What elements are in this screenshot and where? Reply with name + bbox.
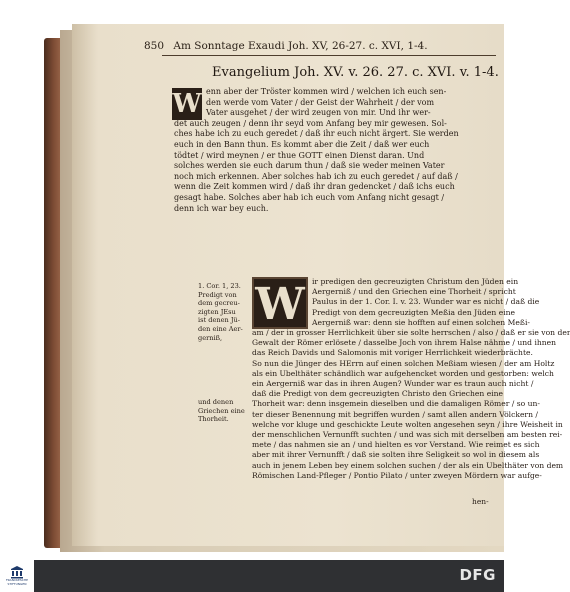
- text-line: Gewalt der Römer erlösete / dasselbe Joch von ihrem Halse nähme / und ihnen: [252, 338, 557, 348]
- text-line: mete / das nahmen sie an / und hielten es vor Verstand. Wie reimet es sich: [252, 440, 540, 450]
- text-line: ter dieser Benennung mit begriffen wurden / samt allen andern Völckern /: [252, 409, 538, 419]
- book-page: [72, 24, 570, 546]
- text-line: enn aber der Tröster kommen wird / welchen ich euch sen-: [206, 87, 447, 96]
- margin-line: 1. Cor. 1, 23.: [198, 282, 241, 290]
- text-line: Paulus in der 1. Cor. I. v. 23. Wunder war es nicht / daß die: [312, 297, 540, 307]
- text-line: Aergerniß war: denn sie hofften auf einen solchen Meßi-: [312, 317, 530, 327]
- text-line: ein Aergerniß war das in ihren Augen? Wunder war es traun auch nicht /: [252, 379, 534, 389]
- running-head-title: Am Sonntage Exaudi Joh. XV, 26-27. c. XVI, 1-4.: [173, 40, 428, 52]
- text-line: der menschlichen Vernunfft suchten / und was sich mit derselben am besten rei-: [252, 430, 563, 440]
- text-line: den werde vom Vater / der Geist der Wahrheit / der vom: [206, 97, 435, 107]
- margin-line: zigten JEsu: [198, 307, 236, 316]
- margin-note-greeks: [198, 398, 256, 424]
- text-line: aber mit ihrer Vernunfft / daß sie solten ihre Seligkeit so wol in diesem als: [252, 450, 540, 460]
- margin-line: Griechen eine: [198, 406, 245, 415]
- drop-cap-initial: W: [172, 89, 202, 119]
- text-line: ches habe ich zu euch geredet / daß ihr euch nicht ärgert. Sie werden: [174, 129, 459, 139]
- text-line: gesagt habe. Solches aber hab ich euch vom Anfang nicht gesagt /: [174, 192, 445, 202]
- margin-line: Predigt von: [198, 290, 237, 299]
- text-line: das Reich Davids und Salomonis mit voriger Herrlichkeit wiederbrächte.: [252, 348, 533, 358]
- catchword: hen-: [472, 497, 489, 506]
- running-head: [144, 40, 494, 52]
- text-line: Aergerniß / und den Griechen eine Thorheit / spricht: [312, 287, 516, 297]
- text-line: So nun die Jünger des HErrn auf einen solchen Meßiam wiesen / der am Holtz: [252, 358, 555, 368]
- text-line: tödtet / wird meynen / er thue GOTT einen Dienst daran. Und: [174, 150, 425, 160]
- text-line: wenn die Zeit kommen wird / daß ihr dran gedencket / daß ichs euch: [174, 182, 455, 192]
- ornamental-drop-cap: W: [252, 277, 308, 329]
- text-line: solches werden sie euch darum thun / daß sie weder meinen Vater: [174, 161, 445, 171]
- dfg-logo[interactable]: DFG: [459, 566, 496, 584]
- logo-line: FRANCKESCHE: [5, 578, 29, 583]
- header-rule: [162, 55, 496, 56]
- margin-note-scripture: [198, 282, 256, 342]
- text-line: Vater ausgehet / der wird zeugen von mir. Und ihr wer-: [206, 108, 431, 118]
- text-line: auch in jenem Leben bey einem solchen suchen / der als ein Ubelthäter von dem: [252, 460, 564, 470]
- margin-line: Thorheit.: [198, 415, 229, 424]
- institution-logo[interactable]: [0, 560, 34, 592]
- text-line: welche vor kluge und geschickte Leute wolten angesehen seyn / ihre Weisheit in: [252, 419, 563, 429]
- footer-bar: [0, 560, 504, 592]
- page-number: 850: [144, 40, 165, 52]
- text-line: Römischen Land-Pfleger / Pontio Pilato / unter zweyen Mördern war aufge-: [252, 470, 542, 480]
- text-line: Thorheit war: denn insgemein dieselben und die damaligen Römer / so un-: [252, 399, 540, 409]
- sermon-text: [252, 277, 570, 481]
- text-line: det auch zeugen / denn ihr seyd vom Anfang bey mir gewesen. Sol-: [174, 118, 447, 128]
- margin-line: ist denen Jü-: [198, 316, 240, 325]
- gospel-title: Evangelium Joh. XV. v. 26. 27. c. XVI. v. 1-4.: [212, 65, 499, 80]
- logo-line: STIFTUNGEN: [7, 582, 27, 586]
- logo-caption: [6, 579, 28, 586]
- text-line: daß die Predigt von dem gecreuzigten Christo den Griechen eine: [252, 389, 504, 399]
- margin-line: und denen: [198, 398, 234, 406]
- text-line: noch mich erkennen. Aber solches hab ich zu euch geredet / auf daß /: [174, 171, 458, 181]
- text-line: denn ich war bey euch.: [174, 203, 269, 213]
- margin-line: gerniß,: [198, 333, 223, 342]
- margin-line: dem gecreu-: [198, 299, 240, 308]
- text-line: ir predigen den gecreuzigten Christum den Jüden ein: [312, 277, 519, 286]
- text-line: als ein Ubelthäter schändlich war aufgehencket worden und gestorben: welch: [252, 368, 554, 378]
- franckesche-stiftungen-logo-icon: [9, 565, 25, 579]
- margin-line: den eine Aer-: [198, 324, 243, 333]
- text-line: euch in den Bann thun. Es kommt aber die Zeit / daß wer euch: [174, 139, 430, 149]
- text-line: Predigt von dem gecreuzigten Meßia den Jüden eine: [312, 307, 516, 317]
- gospel-text: [174, 87, 504, 214]
- text-line: am / der in grosser Herrlichkeit über sie solte herrschen / also / daß er sie von der: [252, 328, 570, 338]
